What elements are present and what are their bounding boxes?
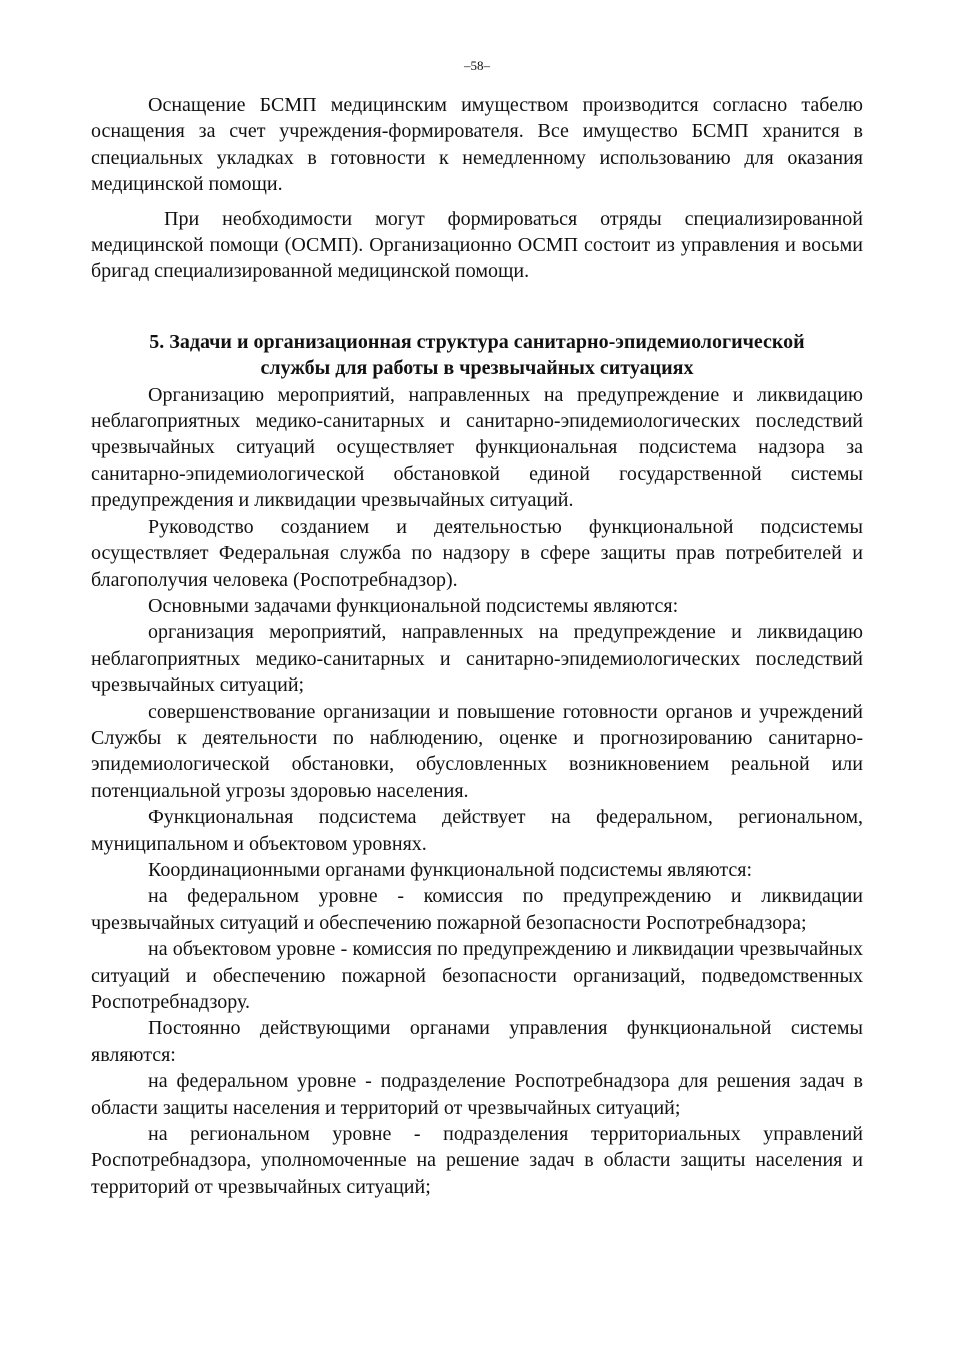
- section-list-item: на региональном уровне - подразделения территориальных управлений Роспотребнадзора, уполномоченные на решение задач в области защиты населения и территорий от чрезвычайных ситуаций;: [91, 1123, 863, 1198]
- page-number: –58–: [464, 58, 490, 73]
- section-list-item: на федеральном уровне - подразделение Роспотребнадзора для решения задач в области защиты населения и территорий от чрезвычайных ситуаций;: [91, 1070, 863, 1119]
- section-list-item: организация мероприятий, направленных на предупреждение и ликвидацию неблагоприятных медико-санитарных и санитарно-эпидемиологических последствий чрезвычайных ситуаций;: [91, 621, 863, 697]
- document-body: [91, 92, 863, 1200]
- section-paragraph: Основными задачами функциональной подсистемы являются:: [148, 594, 679, 617]
- section-list-item: на объектовом уровне - комиссия по предупреждению и ликвидации чрезвычайных ситуаций и обеспечению пожарной безопасности организаций, подведомственных Роспотребнадзору.: [91, 938, 863, 1013]
- section-list-item: на федеральном уровне - комиссия по предупреждению и ликвидации чрезвычайных ситуаций и обеспечению пожарной безопасности Роспотребнадзора;: [91, 885, 863, 934]
- section-paragraph: Функциональная подсистема действует на федеральном, региональном, муниципальном и объектовом уровнях.: [91, 806, 863, 855]
- section-title-line-2: службы для работы в чрезвычайных ситуациях: [260, 357, 694, 380]
- section-paragraph: Координационными органами функциональной подсистемы являются:: [148, 858, 753, 881]
- spacer: [91, 198, 863, 206]
- section-heading: [91, 329, 863, 382]
- section-list-item: совершенствование организации и повышение готовности органов и учреждений Службы к деятельности по наблюдению, оценке и прогнозированию санитарно-эпидемиологической обстановки, обусловленных возникновением реальной или потенциальной угрозы здоровью населения.: [91, 700, 863, 802]
- section-title-line-1: 5. Задачи и организационная структура санитарно-эпидемиологической: [149, 330, 805, 353]
- section-paragraph: Постоянно действующими органами управления функциональной системы являются:: [91, 1017, 863, 1066]
- section-paragraph: Руководство созданием и деятельностью функциональной подсистемы осуществляет Федеральная служба по надзору в сфере защиты прав потребителей и благополучия человека (Роспотребнадзор).: [91, 515, 863, 591]
- section-spacer: [91, 285, 863, 329]
- section-paragraph: Организацию мероприятий, направленных на предупреждение и ликвидацию неблагоприятных медико-санитарных и санитарно-эпидемиологических последствий чрезвычайных ситуаций осуществляет функциональная подсистема надзора за санитарно-эпидемиологической обстановкой единой государственной системы предупреждения и ликвидации чрезвычайных ситуаций.: [91, 383, 863, 512]
- intro-paragraph-2: При необходимости могут формироваться отряды специализированной медицинской помощи (ОСМП). Организационно ОСМП состоит из управления и восьми бригад специализированной медицинской помощи.: [91, 207, 863, 283]
- intro-paragraph-1: Оснащение БСМП медицинским имуществом производится согласно табелю оснащения за счет учреждения-формирователя. Все имущество БСМП хранится в специальных укладках в готовности к немедленному использованию для оказания медицинской помощи.: [91, 94, 863, 196]
